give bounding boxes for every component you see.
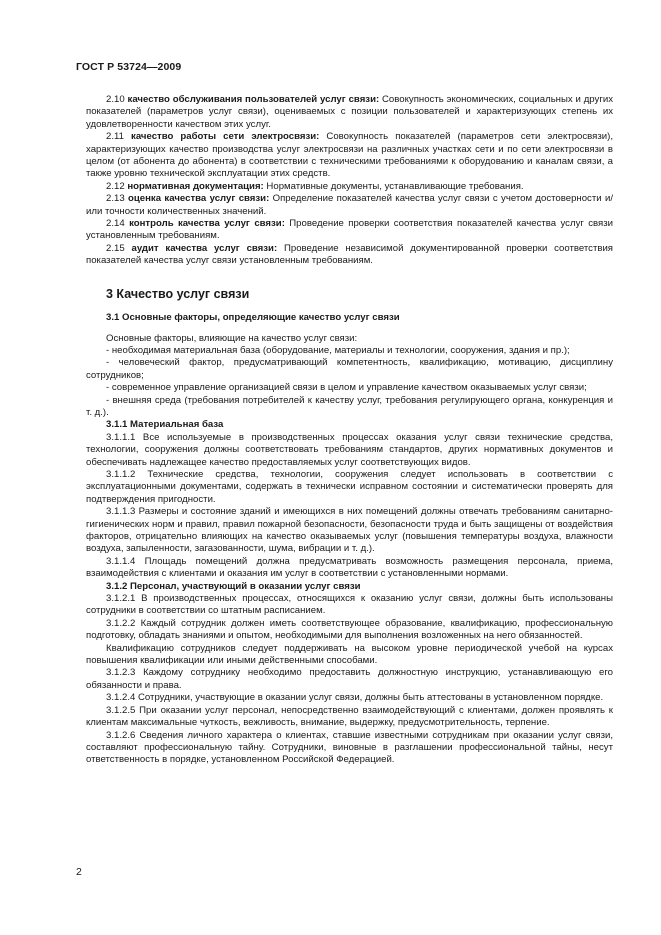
paragraph-3-1-2-6: 3.1.2.6 Сведения личного характера о клиентах, ставшие известными сотрудникам при оказании услуг связи, составляют профессиональную тайну. Сотрудники, виновные в разглашении профессиональной тайны, несут ответственность в порядке, установленном Российской Федерацией.: [86, 729, 613, 766]
definition-2-11: 2.11 качество работы сети электросвязи: Совокупность показателей (параметров сети электросвязи), характеризующих качество производства услуг электросвязи на различных участках сети и по сети электросвязи в целом (от абонента до абонента) в соответствии с техническими требованиями к оборудованию и каналам связи, а также уровню технической эксплуатации этих средств.: [86, 131, 613, 180]
definitions-list: [86, 94, 613, 268]
paragraph-3-1-2-1: 3.1.2.1 В производственных процессах, относящихся к оказанию услуг связи, должны быть использованы сотрудники в соответствии со штатным расписанием.: [86, 593, 613, 617]
definition-2-14: 2.14 контроль качества услуг связи: Проведение проверки соответствия показателей качества услуг связи установленным требованиям.: [86, 218, 613, 242]
subsection-3-1-title: 3.1 Основные факторы, определяющие качество услуг связи: [106, 312, 400, 324]
paragraph-3-1-1-3: 3.1.1.3 Размеры и состояние зданий и имеющихся в них помещений должны отвечать требованиям санитарно-гигиенических норм и правил, правил пожарной безопасности, безопасности труда и быть защищены от воздействия факторов, отрицательно влияющих на качество оказываемых услуг (повышения температуры воздуха, влажности воздуха, запыленности, загазованности, шума, вибрации и т. д.).: [86, 506, 613, 555]
paragraph-3-1-2-2: 3.1.2.2 Каждый сотрудник должен иметь соответствующее образование, квалификацию, профессиональную подготовку, обладать знаниями и опытом, необходимыми для выполнения возложенных на него обязанностей.: [86, 617, 613, 642]
factor-item: - необходимая материальная база (оборудование, материалы и технологии, сооружения, здания и пр.);: [106, 344, 570, 356]
paragraph-3-1-1-2: 3.1.1.2 Технические средства, технологии, сооружения следует использовать в соответствии с эксплуатационными документами, содержать в технически исправном состоянии и систематически проверять для подтверждения пригодности.: [86, 468, 613, 505]
paragraph-3-1-2-2-cont: Квалификацию сотрудников следует поддерживать на высоком уровне периодической учебой на курсах повышения квалификации или иными действенными способами.: [86, 642, 613, 667]
definition-2-12: 2.12 нормативная документация: Нормативные документы, устанавливающие требования.: [106, 180, 524, 192]
subsection-3-1-1-title: 3.1.1 Материальная база: [106, 419, 224, 431]
paragraph-3-1-1-4: 3.1.1.4 Площадь помещений должна предусматривать возможность размещения персонала, приема, взаимодействия с клиентами и оказания им услуг в соответствии с установленными нормами.: [86, 555, 613, 580]
paragraph-3-1-2-4: 3.1.2.4 Сотрудники, участвующие в оказании услуг связи, должны быть аттестованы в установленном порядке.: [106, 692, 604, 704]
factor-item: - внешняя среда (требования потребителей к качеству услуг, требования регулирующего органа, конкуренция и т. д.).: [86, 394, 613, 418]
factor-item: - современное управление организацией связи в целом и управление качеством оказываемых услуг связи;: [106, 382, 587, 394]
document-body: [86, 94, 613, 767]
factor-item: - человеческий фактор, предусматривающий компетентность, квалификацию, мотивацию, дисциплину сотрудников;: [86, 357, 613, 381]
page-number: 2: [76, 866, 82, 878]
document-header: ГОСТ Р 53724—2009: [76, 61, 182, 73]
section-3-title: 3 Качество услуг связи: [106, 286, 250, 301]
paragraph-3-1-2-3: 3.1.2.3 Каждому сотруднику необходимо предоставить должностную инструкцию, устанавливающую его обязанности и права.: [86, 667, 613, 691]
definition-2-13: 2.13 оценка качества услуг связи: Определение показателей качества услуг связи с учетом достоверности и/или точности количественных значений.: [86, 193, 613, 217]
factors-intro: Основные факторы, влияющие на качество услуг связи:: [106, 332, 358, 344]
paragraph-3-1-2-5: 3.1.2.5 При оказании услуг персонал, непосредственно взаимодействующий с клиентами, должен проявлять к клиентам максимальные чуткость, вежливость, внимание, выдержку, предусмотрительность, терпение.: [86, 704, 613, 729]
paragraph-3-1-1-1: 3.1.1.1 Все используемые в производственных процессах оказания услуг связи технические средства, технологии, сооружения должны соответствовать требованиям стандартов, других нормативных документов и обеспечивать надлежащее качество предоставляемых услуг соответствующих видов.: [86, 431, 613, 468]
definition-2-10: 2.10 качество обслуживания пользователей услуг связи: Совокупность экономических, социальных и других показателей (параметров услуг связи), оцениваемых с позиции пользователей и характеризующих степень их удовлетворенности качеством этих услуг.: [86, 94, 613, 130]
subsection-3-1-2-title: 3.1.2 Персонал, участвующий в оказании услуг связи: [106, 580, 361, 592]
definition-2-15: 2.15 аудит качества услуг связи: Проведение независимой документированной проверки соответствия показателей качества услуг связи установленным требованиям.: [86, 242, 614, 267]
